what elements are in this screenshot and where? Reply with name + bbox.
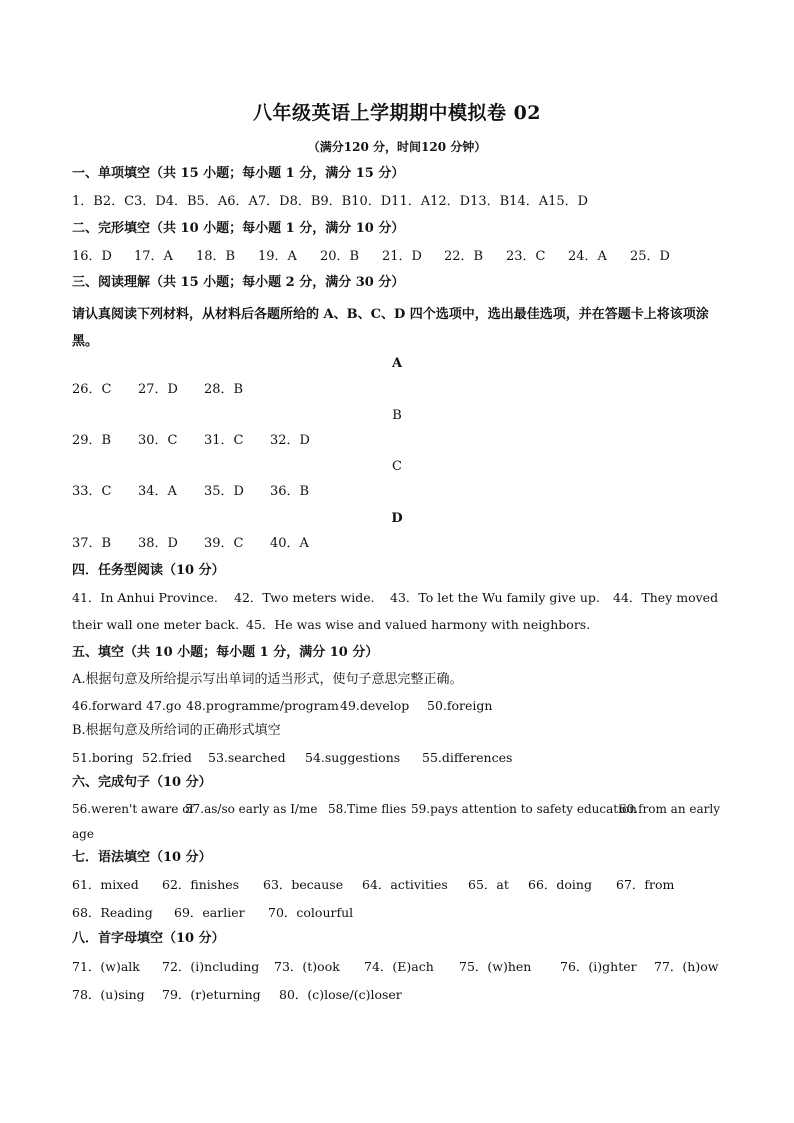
answer-item: 46.forward bbox=[72, 698, 143, 713]
passage-d-answers bbox=[72, 535, 734, 553]
answer-item: 17．A bbox=[134, 249, 173, 264]
answer-item: 44．They moved bbox=[613, 590, 719, 605]
answer-item: 33．C bbox=[72, 484, 112, 499]
section-7-line-1 bbox=[72, 876, 734, 894]
answer-item: 54.suggestions bbox=[305, 750, 401, 765]
answer-item: 68．Reading bbox=[72, 905, 153, 920]
answer-item: 26．C bbox=[72, 382, 112, 397]
answer-item: 41．In Anhui Province. bbox=[72, 590, 218, 605]
answer-item: 63．because bbox=[263, 877, 344, 892]
passage-a-answers bbox=[72, 381, 734, 399]
answer-item: 43．To let the Wu family give up. bbox=[390, 590, 600, 605]
answer-item: 35．D bbox=[204, 484, 244, 499]
section-5-part-a: A.根据句意及所给提示写出单词的适当形式，使句子意思完整正确。 bbox=[72, 672, 463, 687]
answer-item: 80．(c)lose/(c)loser bbox=[279, 987, 402, 1002]
section-6-heading: 六、完成句子（10 分） bbox=[72, 775, 212, 790]
answer-item: 50.foreign bbox=[427, 698, 493, 713]
passage-label-a: A bbox=[391, 356, 403, 371]
answer-item: 52.fried bbox=[142, 750, 192, 765]
answer-item: 56.weren't aware of bbox=[72, 802, 194, 816]
answer-item: 23．C bbox=[506, 249, 546, 264]
passage-c-answers bbox=[72, 483, 734, 501]
answer-item: 79．(r)eturning bbox=[162, 987, 261, 1002]
passage-label-b: B bbox=[392, 408, 402, 423]
answer-item: 75．(w)hen bbox=[459, 959, 532, 974]
answer-item: 74．(E)ach bbox=[364, 959, 434, 974]
section-6-line-1 bbox=[72, 800, 734, 818]
page-title: 八年级英语上学期期中模拟卷 02 bbox=[252, 102, 542, 124]
answer-item: 67．from bbox=[616, 877, 675, 892]
answer-item: 47.go bbox=[146, 698, 182, 713]
section-5-part-b: B.根据句意及所给词的正确形式填空 bbox=[72, 723, 281, 738]
page-subtitle: （满分120 分，时间120 分钟） bbox=[307, 140, 487, 154]
section-8-line-2 bbox=[72, 986, 734, 1004]
answer-item: 55.differences bbox=[422, 750, 513, 765]
answer-item: 39．C bbox=[204, 536, 244, 551]
answer-item: 77．(h)ow bbox=[654, 959, 719, 974]
answer-item: 34．A bbox=[138, 484, 177, 499]
answer-item: 38．D bbox=[138, 536, 178, 551]
section-8-heading: 八．首字母填空（10 分） bbox=[72, 931, 225, 946]
section-2-answers bbox=[72, 248, 734, 266]
section-3-instruction: 请认真阅读下列材料，从材料后各题所给的 A、B、C、D 四个选项中，选出最佳选项，并在答题卡上将该项涂黑。 bbox=[72, 307, 709, 349]
section-1-answers: 1．B2．C3．D4．B5．A6．A7．D8．B9．B10．D11．A12．D13．B14．A15．D bbox=[72, 194, 589, 209]
section-7-heading: 七．语法填空（10 分） bbox=[72, 850, 212, 865]
answer-item: 30．C bbox=[138, 433, 178, 448]
answer-item: 25．D bbox=[630, 249, 670, 264]
answer-item: 18．B bbox=[196, 249, 236, 264]
section-4-line-2 bbox=[72, 616, 734, 634]
answer-item: 27．D bbox=[138, 382, 178, 397]
section-8-line-1 bbox=[72, 958, 734, 976]
answer-item: 62．finishes bbox=[162, 877, 240, 892]
answer-item: 24．A bbox=[568, 249, 607, 264]
answer-item: 66．doing bbox=[528, 877, 592, 892]
passage-label-d: D bbox=[391, 511, 403, 526]
section-7-line-2 bbox=[72, 904, 734, 922]
answer-item: their wall one meter back. bbox=[72, 617, 240, 632]
answer-item: 31．C bbox=[204, 433, 244, 448]
answer-item: 64．activities bbox=[362, 877, 448, 892]
answer-item: 57.as/so early as I/me bbox=[185, 802, 318, 816]
passage-label-c: C bbox=[392, 459, 402, 474]
passage-b-answers bbox=[72, 432, 734, 450]
answer-item: 40．A bbox=[270, 536, 309, 551]
answer-item: 59.pays attention to safety education bbox=[411, 802, 637, 816]
answer-item: 19．A bbox=[258, 249, 297, 264]
answer-item: 20．B bbox=[320, 249, 360, 264]
answer-item: 61．mixed bbox=[72, 877, 139, 892]
answer-item: 73．(t)ook bbox=[274, 959, 340, 974]
answer-item: 71．(w)alk bbox=[72, 959, 140, 974]
answer-item: 72．(i)ncluding bbox=[162, 959, 260, 974]
answer-item: 76．(i)ghter bbox=[560, 959, 637, 974]
answer-item: 51.boring bbox=[72, 750, 134, 765]
answer-item: 48.programme/program bbox=[186, 698, 339, 713]
section-6-line-2: age bbox=[72, 827, 94, 841]
answer-item: 53.searched bbox=[208, 750, 286, 765]
section-5-heading: 五、填空（共 10 小题；每小题 1 分，满分 10 分） bbox=[72, 645, 379, 660]
answer-item: 29．B bbox=[72, 433, 112, 448]
section-4-line-1 bbox=[72, 589, 734, 607]
section-5-part-a-answers bbox=[72, 697, 734, 715]
answer-item: 37．B bbox=[72, 536, 112, 551]
answer-item: 60.from an early bbox=[619, 802, 720, 816]
answer-item: 78．(u)sing bbox=[72, 987, 145, 1002]
answer-item: 16．D bbox=[72, 249, 112, 264]
section-3-heading: 三、阅读理解（共 15 小题；每小题 2 分，满分 30 分） bbox=[72, 275, 405, 290]
answer-item: 42．Two meters wide. bbox=[234, 590, 375, 605]
answer-item: 21．D bbox=[382, 249, 422, 264]
section-4-heading: 四．任务型阅读（10 分） bbox=[72, 563, 225, 578]
answer-item: 65．at bbox=[468, 877, 509, 892]
section-5-part-b-answers bbox=[72, 749, 734, 767]
answer-item: 70．colourful bbox=[268, 905, 354, 920]
section-1-heading: 一、单项填空（共 15 小题；每小题 1 分，满分 15 分） bbox=[72, 166, 405, 181]
answer-item: 22．B bbox=[444, 249, 484, 264]
answer-item: 28．B bbox=[204, 382, 244, 397]
answer-item: 49.develop bbox=[340, 698, 410, 713]
answer-item: 45．He was wise and valued harmony with neighbors. bbox=[246, 617, 591, 632]
section-2-heading: 二、完形填空（共 10 小题；每小题 1 分，满分 10 分） bbox=[72, 221, 405, 236]
answer-item: 36．B bbox=[270, 484, 310, 499]
answer-item: 58.Time flies bbox=[328, 802, 407, 816]
answer-item: 32．D bbox=[270, 433, 310, 448]
answer-item: 69．earlier bbox=[174, 905, 245, 920]
